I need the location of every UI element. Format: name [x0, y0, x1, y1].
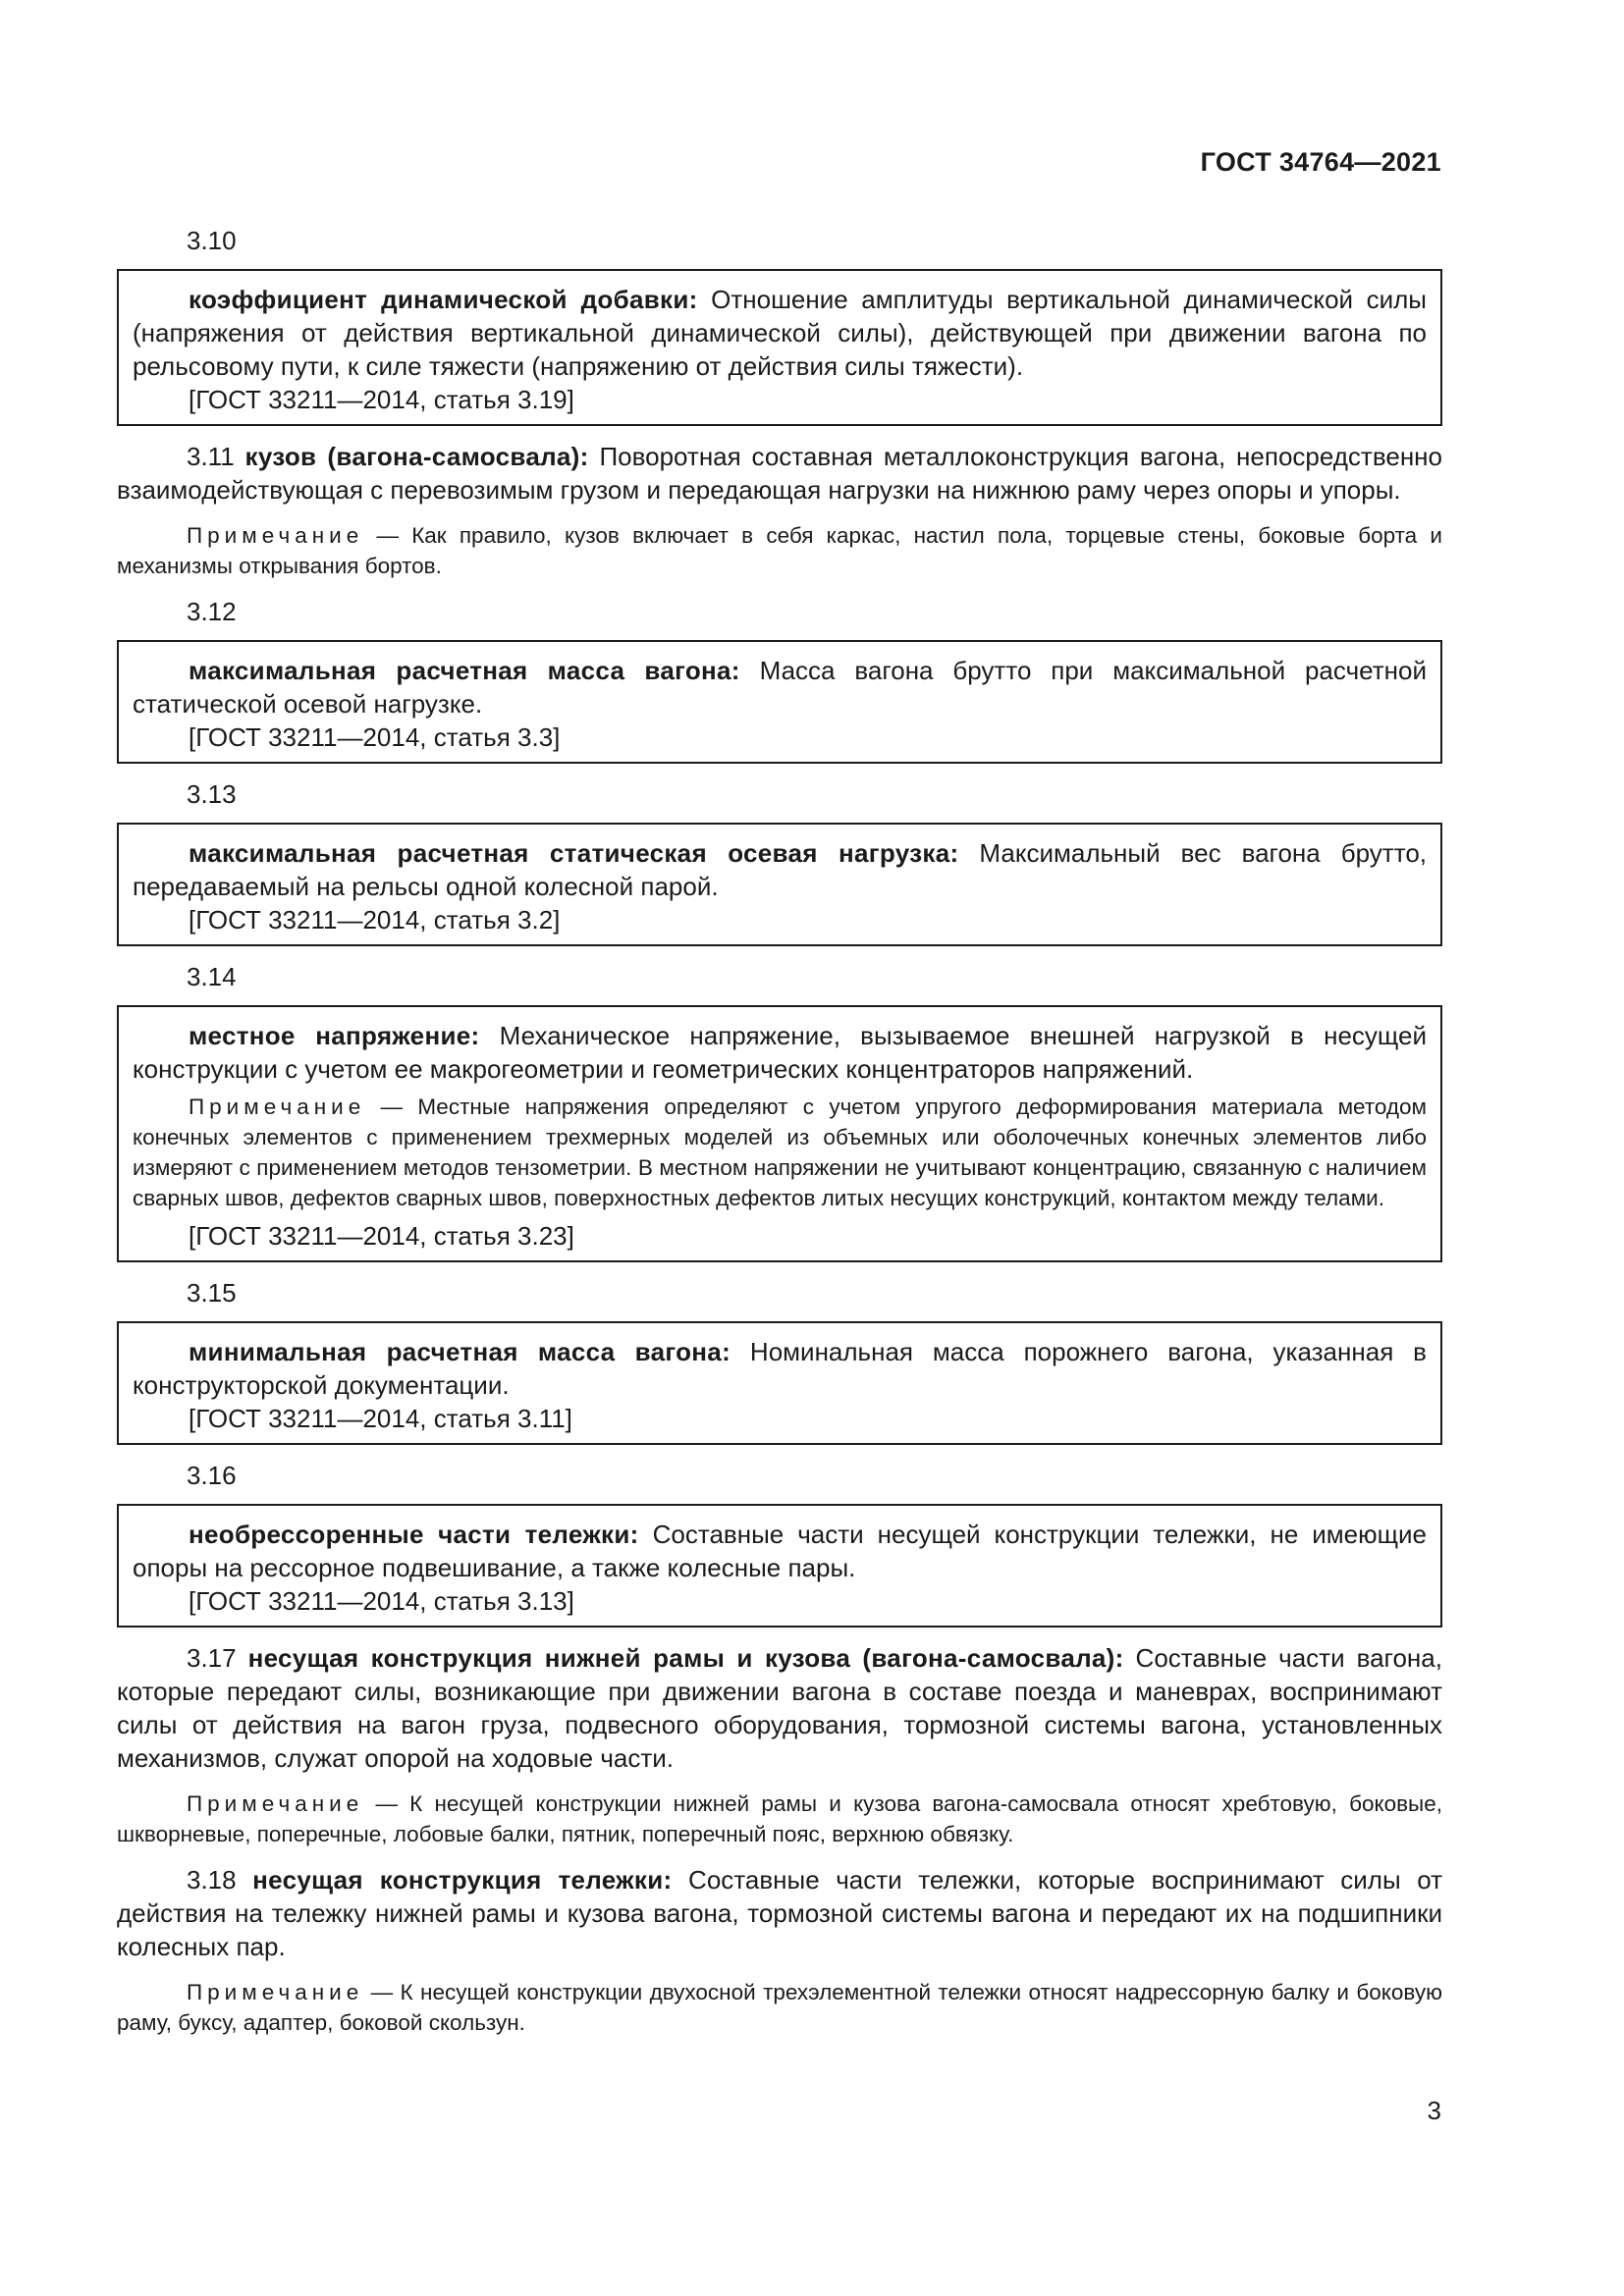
- term-title: минимальная расчетная масса вагона:: [189, 1337, 731, 1366]
- note-dash: —: [363, 1791, 410, 1816]
- source-reference: [ГОСТ 33211—2014, статья 3.2]: [189, 905, 561, 934]
- source-reference: [ГОСТ 33211—2014, статья 3.3]: [189, 722, 561, 752]
- definition-text: Механическое напряжение, вызываемое внешней нагрузкой в несущей конструкции с учетом ее макрогеометрии и геометрических концентраторов напряжений.: [133, 1021, 1427, 1084]
- page-number: 3: [1427, 2096, 1441, 2125]
- term-definition: [133, 1335, 1427, 1402]
- term-title: местное напряжение:: [189, 1021, 480, 1050]
- quoted-term-box: [117, 640, 1442, 764]
- entry-number: 3.14: [187, 962, 237, 991]
- definition-text: Отношение амплитуды вертикальной динамической силы (напряжения от действия вертикальной динамической силы), действующей при движении вагона по рельсовому пути, к силе тяжести (напряжению от действия силы тяжести).: [133, 285, 1427, 381]
- entry-number: 3.13: [187, 779, 237, 809]
- note: [117, 520, 1442, 581]
- entry-number: 3.10: [187, 226, 237, 255]
- definition-text: Поворотная составная металлоконструкция вагона, непосредственно взаимодействующая с перевозимым грузом и передающая нагрузки на нижнюю раму через опоры и упоры.: [117, 442, 1442, 505]
- term-title: максимальная расчетная статическая осевая нагрузка:: [189, 838, 959, 868]
- term-title: несущая конструкция тележки:: [252, 1865, 673, 1895]
- quoted-term-box: [117, 823, 1442, 946]
- term-definition: [133, 836, 1427, 903]
- note: [117, 1789, 1442, 1849]
- note-label: Примечание: [189, 1095, 366, 1119]
- term-title: кузов (вагона-самосвала):: [244, 442, 589, 471]
- note-dash: —: [363, 523, 412, 548]
- note-text: К несущей конструкции нижней рамы и кузова вагона-самосвала относят хребтовую, боковые, шкворневые, поперечные, лобовые балки, пятник, поперечный пояс, верхнюю обвязку.: [117, 1791, 1442, 1846]
- quoted-term-box: [117, 269, 1442, 426]
- quoted-term-box: [117, 1005, 1442, 1262]
- definition-text: Составные части несущей конструкции тележки, не имеющие опоры на рессорное подвешивание, а также колесные пары.: [133, 1520, 1427, 1582]
- source-reference: [ГОСТ 33211—2014, статья 3.13]: [189, 1586, 574, 1616]
- definition-text: Масса вагона брутто при максимальной расчетной статической осевой нагрузке.: [133, 656, 1427, 719]
- term-title: коэффициент динамической добавки:: [189, 285, 698, 314]
- term-paragraph: [117, 440, 1442, 507]
- term-definition: [133, 654, 1427, 721]
- term-paragraph: [117, 1641, 1442, 1775]
- definition-text: Составные части тележки, которые воспринимают силы от действия на тележку нижней рамы и кузова вагона, тормозной системы вагона и передают их на подшипники колесных пар.: [117, 1865, 1442, 1961]
- term-title: необрессоренные части тележки:: [189, 1520, 639, 1549]
- document-header: ГОСТ 34764—2021: [1200, 147, 1441, 177]
- term-title: максимальная расчетная масса вагона:: [189, 656, 740, 685]
- entry-number: 3.15: [187, 1278, 237, 1308]
- source-reference: [ГОСТ 33211—2014, статья 3.11]: [189, 1404, 572, 1433]
- entry-number: 3.11: [187, 442, 235, 471]
- entry-number: 3.18: [187, 1865, 237, 1895]
- note-text: Как правило, кузов включает в себя каркас, настил пола, торцевые стены, боковые борта и механизмы открывания бортов.: [117, 523, 1442, 578]
- term-title: несущая конструкция нижней рамы и кузова (вагона-самосвала):: [247, 1643, 1124, 1673]
- definition-text: Составные части вагона, которые передают силы, возникающие при движении вагона в составе поезда и маневрах, воспринимают силы от действия на вагон груза, подвесного оборудования, тормозной системы вагона, установленных механизмов, служат опорой на ходовые части.: [117, 1643, 1442, 1773]
- term-paragraph: [117, 1863, 1442, 1963]
- note-label: Примечание: [187, 1980, 364, 2004]
- note-dash: —: [365, 1095, 418, 1119]
- quoted-term-box: [117, 1504, 1442, 1628]
- note-label: Примечание: [187, 1791, 364, 1816]
- source-reference: [ГОСТ 33211—2014, статья 3.19]: [189, 385, 574, 414]
- source-reference: [ГОСТ 33211—2014, статья 3.23]: [189, 1221, 574, 1251]
- note-text: К несущей конструкции двухосной трехэлементной тележки относят надрессорную балку и боковую раму, буксу, адаптер, боковой скользун.: [117, 1980, 1442, 2035]
- note-label: Примечание: [187, 523, 364, 548]
- entry-number: 3.17: [187, 1643, 237, 1673]
- note-dash: —: [363, 1980, 401, 2004]
- term-definition: [133, 283, 1427, 383]
- term-definition: [133, 1518, 1427, 1584]
- definition-text: Максимальный вес вагона брутто, передаваемый на рельсы одной колесной парой.: [133, 838, 1427, 901]
- quoted-term-box: [117, 1321, 1442, 1445]
- definition-text: Номинальная масса порожнего вагона, указанная в конструкторской документации.: [133, 1337, 1427, 1400]
- entry-number: 3.16: [187, 1461, 237, 1490]
- note: [117, 1977, 1442, 2038]
- terms-section: [117, 224, 1442, 2052]
- entry-number: 3.12: [187, 597, 237, 626]
- term-definition: [133, 1019, 1427, 1086]
- note-text: Местные напряжения определяют с учетом упругого деформирования материала методом конечных элементов с применением трехмерных моделей из объемных или оболочечных конечных элементов либо измеряют с применением методов тензометрии. В местном напряжении не учитывают концентрацию, связанную с наличием сварных швов, дефектов сварных швов, поверхностных дефектов литых несущих конструкций, контактом между телами.: [133, 1095, 1427, 1210]
- note: [133, 1092, 1427, 1213]
